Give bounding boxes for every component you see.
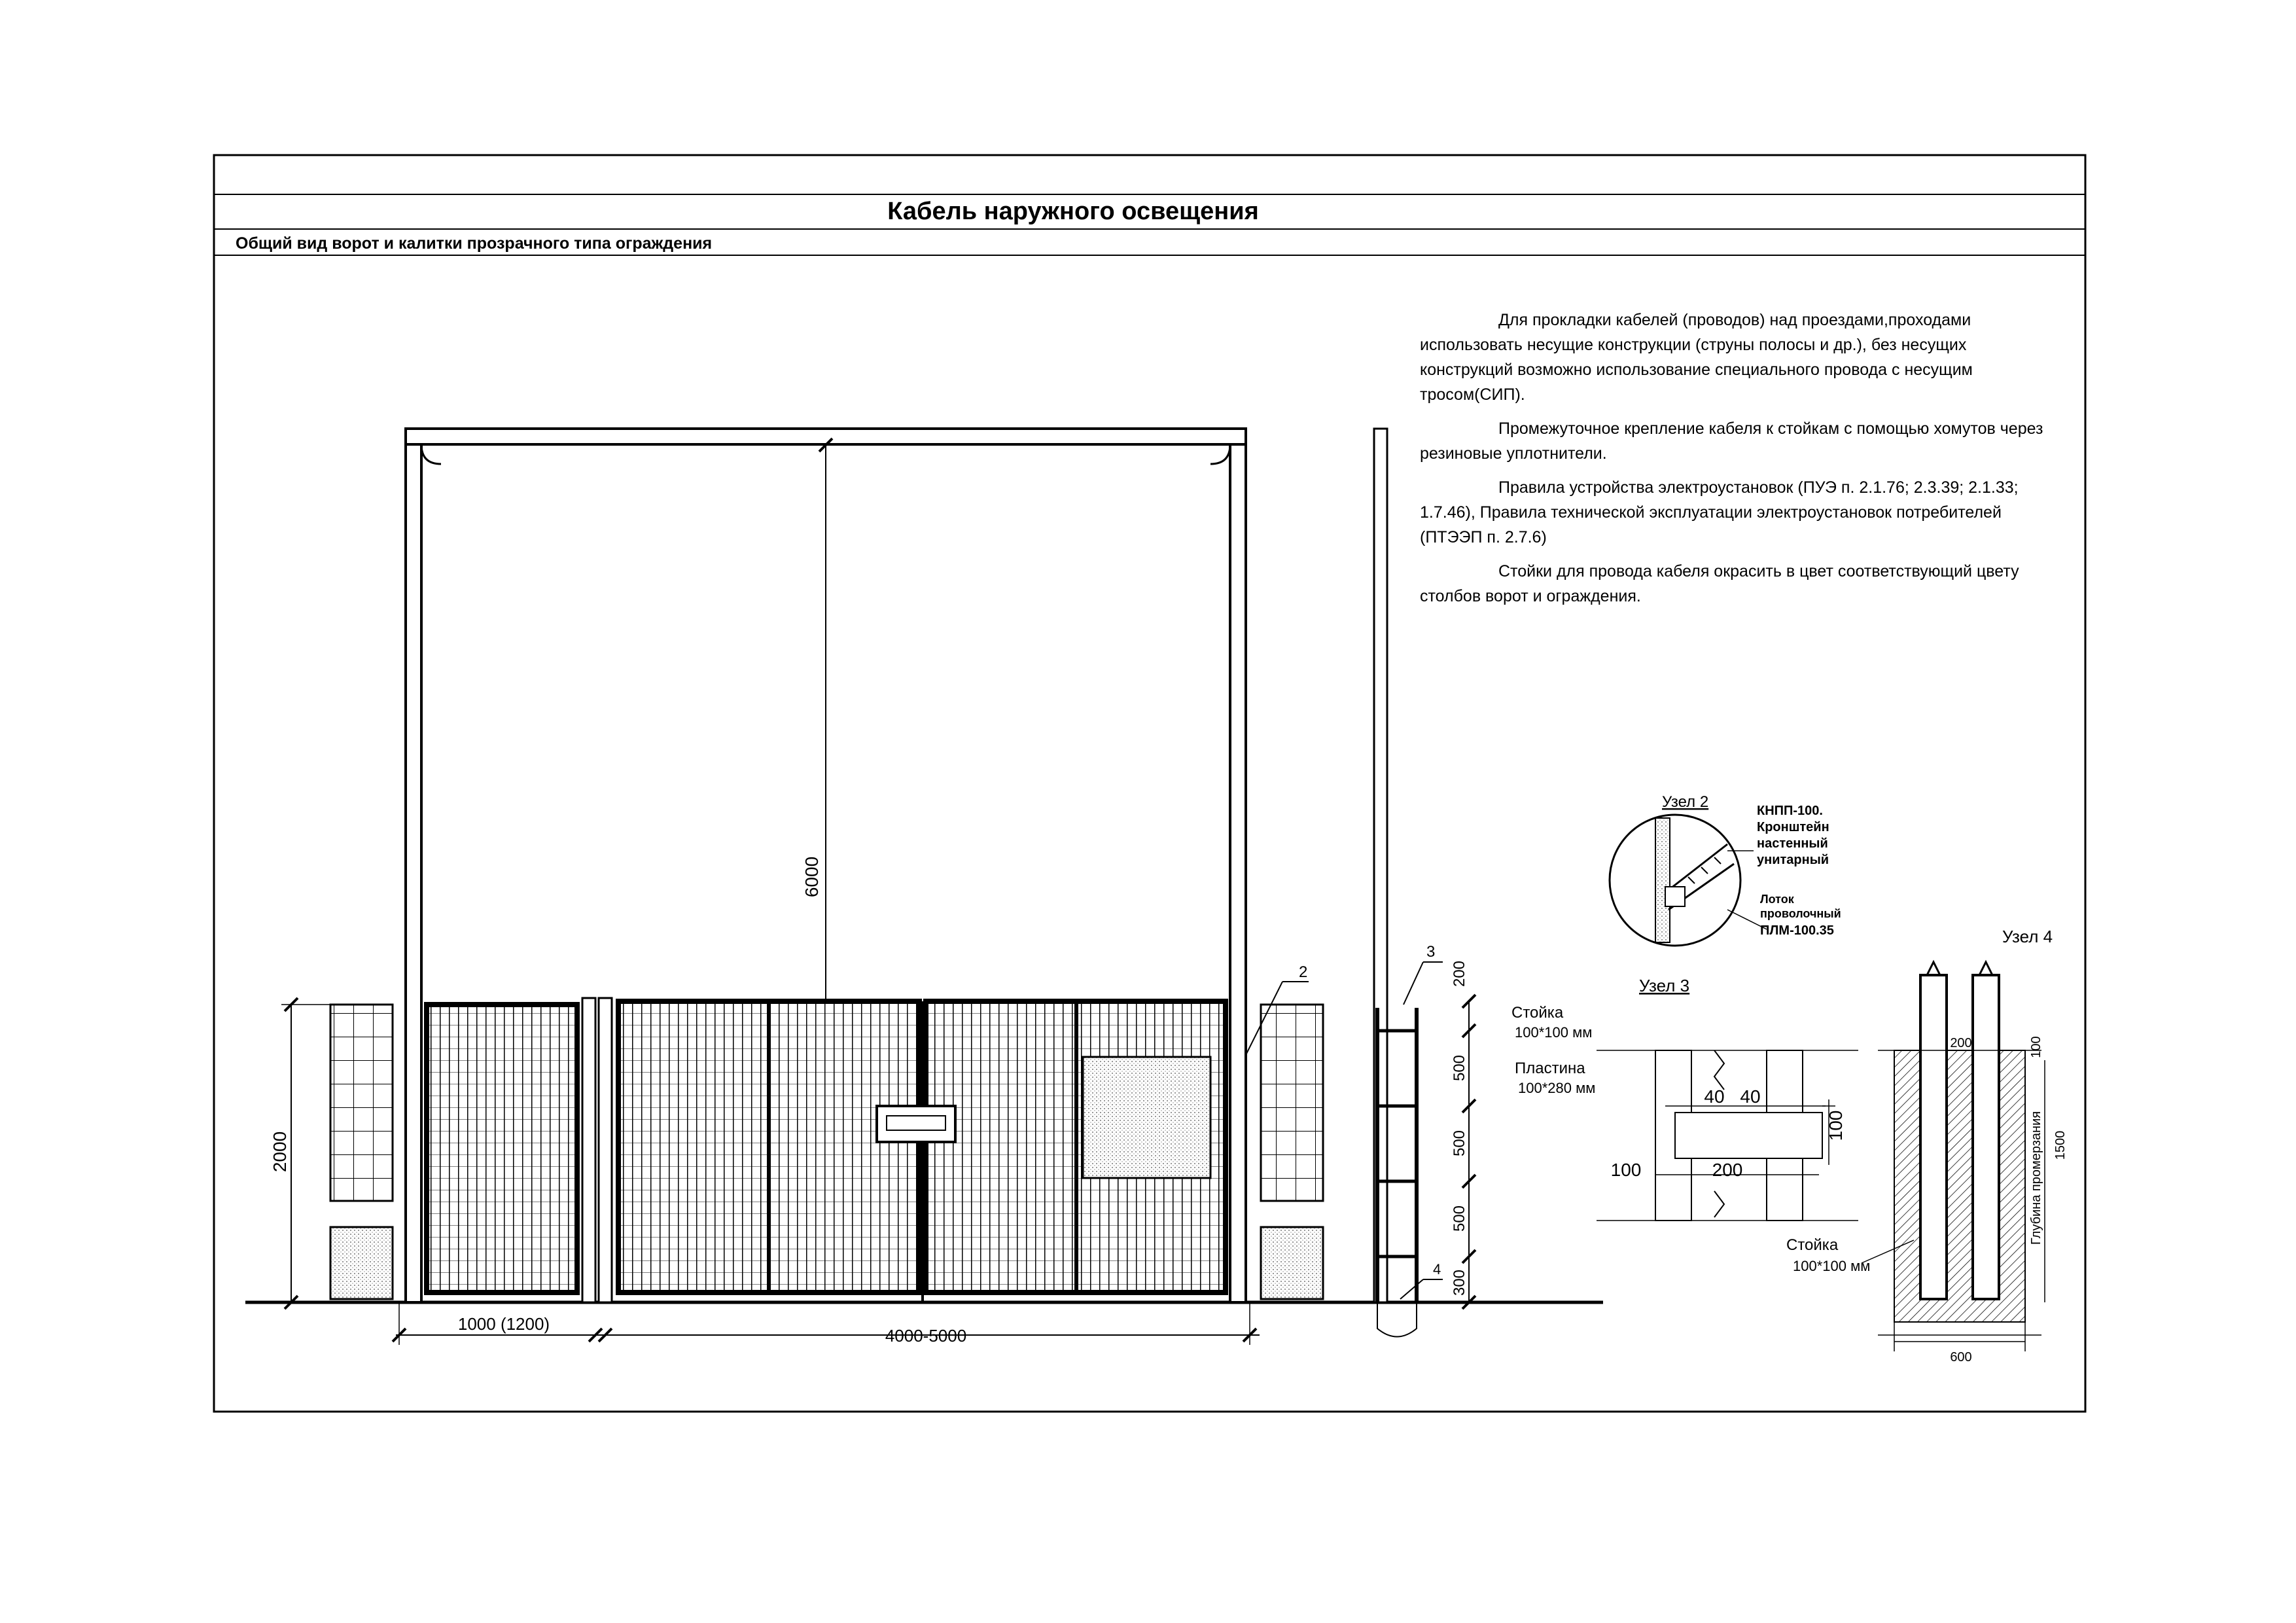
node-2-bracket-label-4: унитарный — [1757, 853, 1829, 867]
node-3-plate-label-2: 100*280 мм — [1518, 1080, 1596, 1096]
notes-block — [1420, 308, 2048, 618]
node-3-dim-c: 100 — [1826, 1110, 1846, 1141]
node-4-post-label-2: 100*100 мм — [1793, 1258, 1871, 1274]
post-dim-5: 300 — [1451, 1269, 1468, 1296]
node-4-post-label-1: Стойка — [1786, 1236, 1839, 1254]
node-3-dim-d: 100 — [1610, 1160, 1642, 1180]
node-4-depth-label: Глубина промерзания — [2029, 1111, 2043, 1245]
node-2-circle — [1610, 815, 1740, 946]
post-dim-2: 500 — [1451, 1054, 1468, 1082]
post-dim-4: 500 — [1451, 1205, 1468, 1232]
node-4-dim-top: 200 — [1950, 1036, 1972, 1050]
note-2: Промежуточное крепление кабеля к стойкам с помощью хомутов через резиновые уплотнители. — [1420, 419, 2043, 463]
callout-3: 3 — [1426, 943, 1436, 961]
node-2-tray-label-1: Лоток — [1760, 893, 1794, 906]
portal-post-left — [406, 429, 421, 1302]
node-3-title: Узел 3 — [1639, 976, 1690, 995]
callout-4: 4 — [1433, 1261, 1441, 1277]
sign-plate — [1083, 1057, 1210, 1178]
node-3-detail — [1511, 976, 1858, 1221]
wicket-post — [582, 998, 595, 1302]
node-2-bracket-label-3: настенный — [1757, 836, 1828, 851]
dim-height-total: 6000 — [802, 856, 822, 898]
note-4: Стойки для провода кабеля окрасить в цвет соответствующий цвету столбов ворот и ограждения. — [1420, 562, 2019, 605]
lock-icon — [877, 1106, 955, 1142]
page-subtitle: Общий вид ворот и калитки прозрачного типа ограждения — [236, 234, 713, 253]
note-1: Для прокладки кабелей (проводов) над проездами,проходами использовать несущие конструкции (струны полосы и др.), без несущих конструкций возможно использование специального провода с несущим тросом(СИП). — [1420, 311, 1973, 404]
node-3-plate-label-1: Пластина — [1515, 1060, 1585, 1077]
node-2-detail — [1610, 793, 1841, 946]
dim-gate-width: 1000 (1200) — [457, 1314, 550, 1334]
post-foundation — [1377, 1302, 1417, 1337]
gate-post-middle — [599, 998, 612, 1302]
callout-2: 2 — [1299, 963, 1308, 981]
fence-base-left — [330, 1227, 393, 1299]
page-title: Кабель наружного освещения — [887, 198, 1259, 225]
wicket-gate — [427, 1005, 577, 1293]
post-dim-1: 200 — [1451, 960, 1468, 988]
node-3-dim-b: 40 — [1740, 1086, 1761, 1107]
node-4-foundation — [1894, 1050, 2025, 1322]
node-3-post-label-2: 100*100 мм — [1515, 1024, 1593, 1041]
node-4-dim-depth: 1500 — [2053, 1130, 2068, 1160]
node-3-dim-e: 200 — [1712, 1160, 1743, 1180]
node-2-tray-label-3: ПЛМ-100.35 — [1760, 923, 1834, 938]
node-4-dim-width: 600 — [1950, 1350, 1972, 1364]
dim-leaf-width: 4000-5000 — [885, 1326, 967, 1346]
note-3: Правила устройства электроустановок (ПУЭ п. 2.1.76; 2.3.39; 2.1.33; 1.7.46), Правила технической эксплуатации электроустановок потребителей (ПТЭЭП п. 2.7.6) — [1420, 478, 2019, 546]
gate-elevation — [270, 429, 1323, 1346]
portal-post-right — [1230, 429, 1246, 1302]
fence-panel-left — [330, 1005, 393, 1201]
post-dim-3: 500 — [1451, 1130, 1468, 1157]
fence-panel-right — [1261, 1005, 1323, 1201]
fence-base-right — [1261, 1227, 1323, 1299]
node-4-title: Узел 4 — [2002, 927, 2053, 946]
node-2-tray-label-2: проволочный — [1760, 907, 1841, 920]
node-3-dim-a: 40 — [1704, 1086, 1725, 1107]
node-2-bracket-label-1: КНПП-100. — [1757, 804, 1823, 818]
dim-fence-height: 2000 — [270, 1131, 290, 1173]
portal-beam — [406, 429, 1246, 444]
node-3-plate — [1675, 1113, 1822, 1158]
node-3-post-label-1: Стойка — [1511, 1004, 1564, 1022]
node-2-title: Узел 2 — [1662, 793, 1709, 811]
node-4-dim-top-right: 100 — [2029, 1036, 2043, 1058]
node-2-bracket-label-2: Кронштейн — [1757, 820, 1829, 834]
